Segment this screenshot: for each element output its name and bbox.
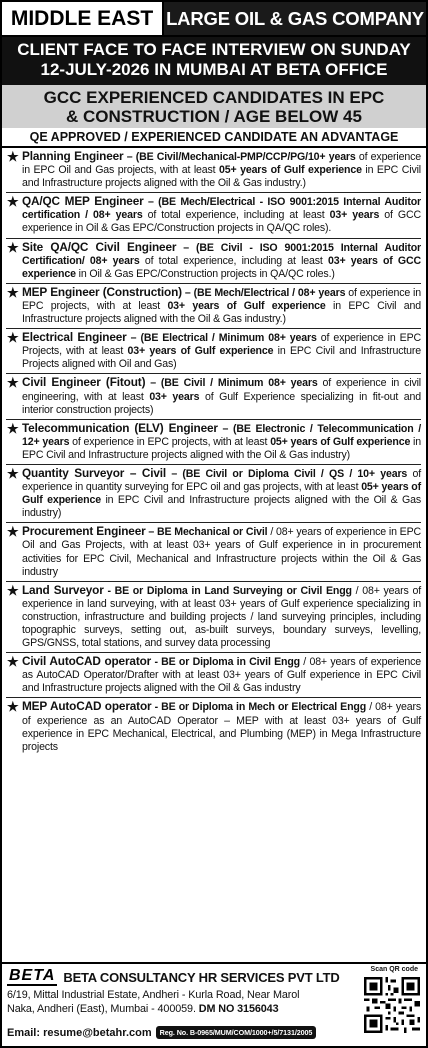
star-icon: ★: [7, 420, 19, 436]
job-qualification: – (BE Electrical / Minimum 08+ years: [126, 332, 317, 345]
job-body-end: of Gulf Experience specializing in fit-out and interior construction projects): [22, 390, 421, 416]
job-title: Planning Engineer: [22, 149, 124, 163]
job-body: / 08+ years of experience in land surveying, with at least 03+ years of Gulf experience specializing in construction, infrastructure and building projects / land surveying principles, including topographic surveys, setting out, as-built surveys, boundary surveys, levelling, GPS/GNSS, total stations, and survey data processing: [22, 584, 421, 650]
candidates-line-1: GCC EXPERIENCED CANDIDATES IN EPC: [43, 88, 385, 107]
job-body: of experience in civil engineering, with at least: [22, 377, 421, 403]
company-address: [7, 988, 355, 1016]
interview-line-2: 12-JULY-2026 IN MUMBAI AT BETA OFFICE: [40, 60, 388, 79]
company-name: BETA CONSULTANCY HR SERVICES PVT LTD: [63, 969, 340, 985]
job-item: [6, 523, 421, 581]
header-top-row: [2, 2, 426, 37]
job-body: of total experience, including at least: [142, 209, 330, 222]
star-icon: ★: [7, 194, 19, 210]
star-icon: ★: [7, 654, 19, 670]
company-heading: LARGE OIL & GAS COMPANY: [164, 2, 426, 35]
job-highlight: 05+ years of Gulf experience: [270, 435, 411, 448]
qe-note: QE APPROVED / EXPERIENCED CANDIDATE AN ADVANTAGE: [2, 128, 426, 148]
job-qualification: – (BE Electronic / Telecommunication / 12+ years: [22, 422, 421, 448]
job-highlight: 03+ years of Gulf experience: [127, 345, 274, 358]
job-body: of experience in quantity surveying for EPC oil and gas projects, with at least: [22, 467, 422, 494]
job-body: of total experience, including at least: [139, 254, 328, 267]
candidates-line-2: & CONSTRUCTION / AGE BELOW 45: [66, 107, 362, 126]
job-title: Procurement Engineer: [22, 524, 146, 539]
region-label: MIDDLE EAST: [2, 2, 164, 35]
job-qualification: – (BE Civil - ISO 9001:2015 Internal Auditor Certification/ 08+ years: [22, 241, 421, 267]
address-line-2-text: Naka, Andheri (East), Mumbai - 400059.: [7, 1003, 199, 1015]
interview-banner: [2, 37, 426, 85]
qr-code-icon[interactable]: [364, 977, 420, 1033]
job-title: Quantity Surveyor – Civil: [22, 465, 167, 480]
job-body: of experience in EPC Oil and Gas projects, with at least: [22, 151, 422, 177]
job-title: Telecommunication (ELV) Engineer: [22, 420, 218, 435]
job-qualification: - BE or Diploma in Land Surveying or Civil Engg: [103, 584, 352, 597]
address-line-2: [7, 1002, 355, 1016]
job-item: [6, 284, 421, 329]
star-icon: ★: [7, 284, 19, 300]
job-qualification: – (BE Civil/Mechanical-PMP/CCP/PG/10+ years: [123, 151, 356, 163]
interview-line-1: CLIENT FACE TO FACE INTERVIEW ON SUNDAY: [17, 40, 411, 59]
job-body-end: in EPC Civil and Infrastructure projects aligned with the Oil & Gas industry): [22, 494, 421, 520]
star-icon: ★: [7, 582, 19, 598]
job-body: of experience in EPC Projects, with at least: [22, 332, 421, 358]
job-body-end: in Oil & Gas EPC/Construction projects in QA/QC roles.): [75, 267, 335, 280]
qr-label: Scan QR code: [370, 966, 418, 973]
star-icon: ★: [7, 149, 19, 164]
star-icon: ★: [7, 699, 19, 715]
job-title: Electrical Engineer: [22, 330, 127, 345]
job-qualification: – (BE Mech/Electrical - ISO 9001:2015 Internal Auditor certification / 08+ years: [22, 196, 421, 222]
job-body-end: in EPC Civil and Infrastructure projects aligned with the Oil & Gas industry): [22, 435, 421, 461]
job-list: [2, 148, 426, 756]
job-qualification: - BE or Diploma in Mech or Electrical Engg: [151, 701, 367, 714]
job-qualification: – (BE Civil / Minimum 08+ years: [145, 377, 318, 390]
job-qualification: – (BE Mech/Electrical / 08+ years: [181, 286, 346, 299]
job-item: [6, 653, 421, 698]
job-item: [6, 420, 421, 465]
job-body: / 08+ years of experience in EPC Oil and Gas Projects, with at least 03+ years of Gulf experience in in procurement activities for EPC Civil, Mechanical and Infrastructure projects within the Oil & Gas industry: [22, 526, 421, 578]
job-highlight: 03+ years of GCC experience: [22, 254, 422, 280]
job-highlight: 05+ years of Gulf experience: [22, 481, 421, 507]
job-title: MEP AutoCAD operator: [22, 699, 152, 714]
job-item: [6, 698, 421, 755]
job-title: MEP Engineer (Construction): [22, 284, 182, 299]
job-title: Civil AutoCAD operator: [22, 654, 152, 669]
job-body: / 08+ years of experience as an AutoCAD Operator – MEP with at least 03+ years of Gulf experience in EPC Mechanical, Electrical, and Plumbing (MEP) in Mega Infrastructure projects: [22, 701, 421, 753]
job-item: [6, 148, 421, 193]
job-body: / 08+ years of experience as AutoCAD Operator/Drafter with at least 03+ years of Gulf experience in EPC Civil and Infrastructure projects aligned with the Oil & Gas industry: [22, 656, 422, 695]
job-highlight: 03+ years: [149, 390, 200, 403]
footer: [2, 962, 426, 1046]
job-highlight: 03+ years of Gulf experience: [167, 299, 326, 312]
star-icon: ★: [7, 465, 19, 481]
candidates-banner: [2, 85, 426, 128]
beta-logo: BETA: [9, 967, 56, 984]
job-item: [6, 374, 421, 419]
job-title: QA/QC MEP Engineer: [22, 194, 144, 209]
address-line-1: 6/19, Mittal Industrial Estate, Andheri - Kurla Road, Near Marol: [7, 989, 300, 1001]
job-qualification: – (BE Civil or Diploma Civil / QS / 10+ years: [166, 467, 408, 480]
job-item: [6, 582, 421, 653]
job-body: of experience in EPC projects, with at least: [22, 286, 421, 312]
dm-number: DM NO 3156043: [198, 1003, 279, 1015]
job-body-end: in EPC Civil and Infrastructure projects aligned with the Oil & Gas industry.): [22, 164, 421, 190]
job-item: [6, 329, 421, 374]
job-body: of experience in EPC projects, with at least: [69, 435, 271, 448]
star-icon: ★: [7, 330, 19, 346]
job-title: Civil Engineer (Fitout): [22, 375, 146, 390]
email-row: [7, 1026, 316, 1039]
job-title: Land Surveyor: [22, 582, 104, 597]
email-link[interactable]: Email: resume@betahr.com: [7, 1026, 152, 1039]
job-item: [6, 193, 421, 238]
job-qualification: – BE Mechanical or Civil: [145, 526, 268, 539]
job-body-end: of GCC experience in Oil & Gas EPC/Construction projects in QA/QC roles).: [22, 209, 421, 235]
star-icon: ★: [7, 239, 19, 255]
company-brand: [7, 968, 340, 986]
job-item: [6, 465, 421, 523]
job-body-end: in EPC Civil and Infrastructure Projects aligned with Oil and Gas): [22, 345, 422, 371]
job-title: Site QA/QC Civil Engineer: [22, 239, 177, 254]
registration-badge: Reg. No. B-0965/MUM/COM/1000+/5/7131/2005: [156, 1026, 317, 1039]
job-item: [6, 239, 421, 284]
job-qualification: - BE or Diploma in Civil Engg: [151, 656, 300, 669]
job-body-end: in EPC Civil and Infrastructure projects aligned with the Oil & Gas industry.): [22, 299, 422, 326]
job-highlight: 03+ years: [329, 209, 380, 222]
star-icon: ★: [7, 375, 19, 391]
star-icon: ★: [7, 524, 19, 540]
job-highlight: 05+ years of Gulf experience: [219, 164, 362, 177]
